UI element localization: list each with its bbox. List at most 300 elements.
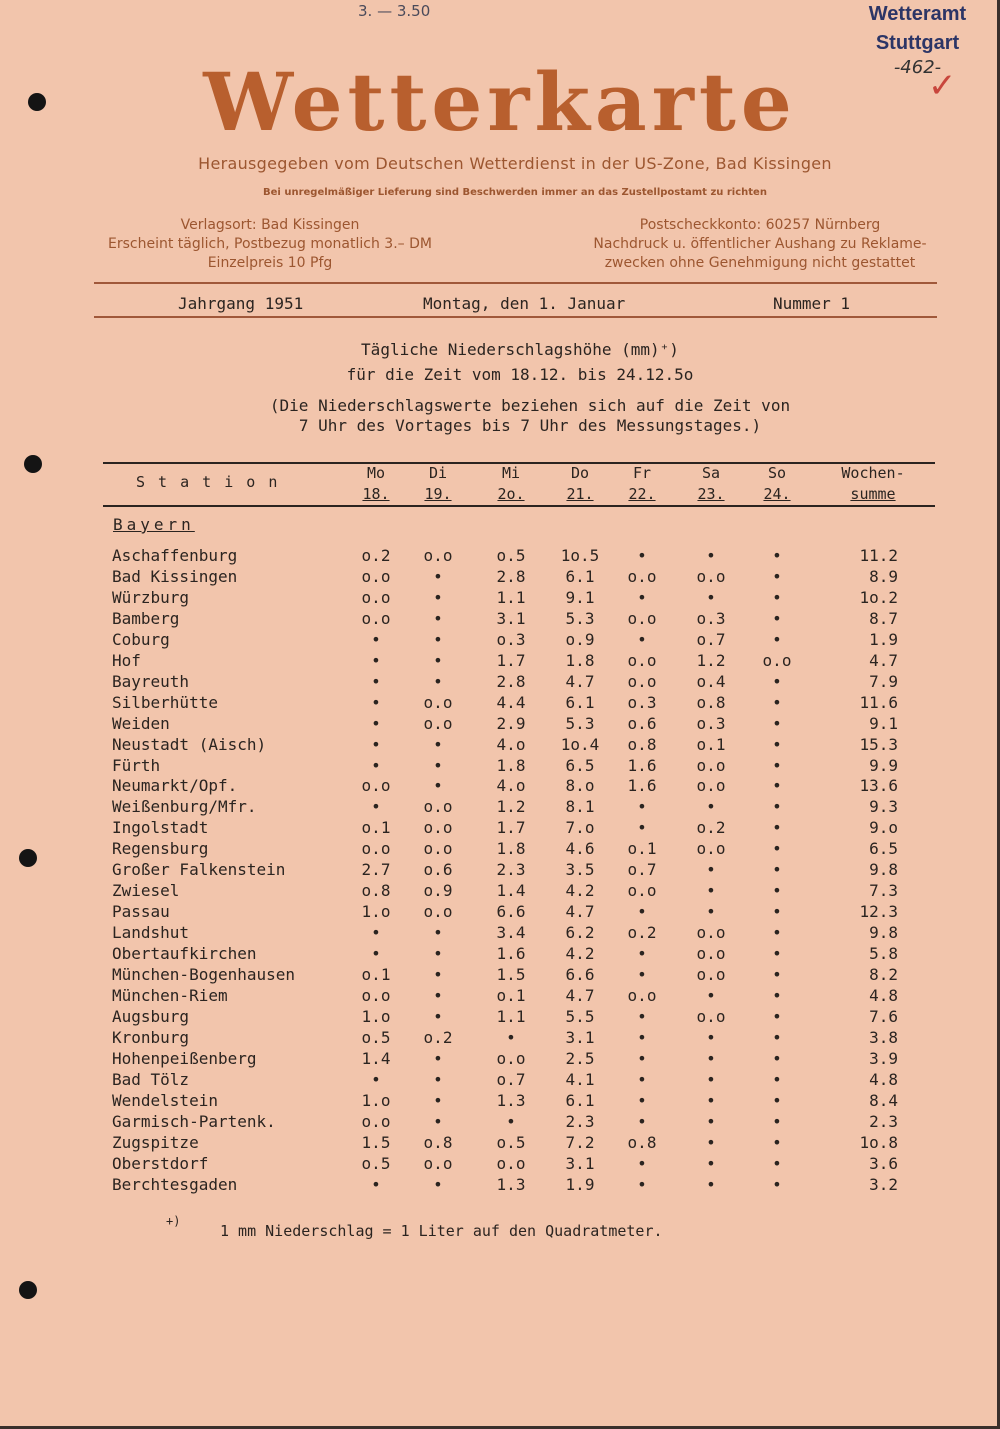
daily-value-cell: o.8 <box>627 1132 657 1152</box>
daily-value-cell: 3.1 <box>565 1153 595 1173</box>
daily-value-cell: 3.1 <box>565 1027 595 1047</box>
daily-value-cell: • <box>772 923 782 943</box>
daily-value-cell: • <box>706 881 716 901</box>
table-row <box>0 818 1000 839</box>
weekly-sum-cell: 8.4 <box>869 1090 898 1110</box>
table-row <box>0 714 1000 735</box>
date-label: 22. <box>628 485 656 503</box>
station-name: Fürth <box>112 755 161 775</box>
weekly-sum-cell: 9.1 <box>869 713 898 733</box>
daily-value-cell: o.o <box>361 587 391 607</box>
daily-value-cell: • <box>433 1069 443 1089</box>
daily-value-cell: o.o <box>423 902 453 922</box>
station-name: Berchtesgaden <box>112 1174 238 1194</box>
daily-value-cell: o.5 <box>361 1153 391 1173</box>
daily-value-cell: 9.1 <box>565 587 595 607</box>
daily-value-cell: 1o.4 <box>560 734 600 754</box>
daily-value-cell: • <box>433 965 443 984</box>
daily-value-cell: • <box>637 629 647 649</box>
daily-value-cell: 1.9 <box>565 1174 595 1194</box>
footnote-mark: +) <box>166 1214 181 1228</box>
date-label: 24. <box>763 485 791 503</box>
daily-value-cell: o.2 <box>361 546 391 565</box>
daily-value-cell: • <box>772 566 782 586</box>
region-label: Bayern <box>113 515 195 534</box>
daily-value-cell: • <box>772 1048 782 1068</box>
table-row <box>0 860 1000 881</box>
daily-value-cell: • <box>433 608 443 628</box>
daily-value-cell: • <box>706 797 716 817</box>
table-row <box>0 986 1000 1007</box>
daily-value-cell: o.2 <box>627 923 657 943</box>
daily-value-cell: • <box>433 1111 443 1131</box>
daily-value-cell: o.o <box>627 985 657 1005</box>
station-name: Neumarkt/Opf. <box>112 776 238 796</box>
table-row <box>0 1007 1000 1028</box>
daily-value-cell: o.o <box>762 650 792 670</box>
table-row <box>0 1154 1000 1175</box>
daily-value-cell: o.o <box>696 1006 726 1026</box>
table-rule <box>103 505 935 507</box>
daily-value-cell: • <box>637 944 647 964</box>
date-label: 19. <box>424 485 452 503</box>
station-name: Würzburg <box>112 587 190 607</box>
daily-value-cell: • <box>772 860 782 880</box>
daily-value-cell: • <box>772 713 782 733</box>
daily-value-cell: o.8 <box>627 734 657 754</box>
day-column-header <box>483 463 539 505</box>
daily-value-cell: • <box>433 671 443 691</box>
table-row <box>0 923 1000 944</box>
pencil-note: 3. — 3.50 <box>358 2 431 20</box>
daily-value-cell: 7.2 <box>565 1132 595 1152</box>
stamp-number: -462- <box>893 57 942 78</box>
daily-value-cell: 1.7 <box>496 818 526 838</box>
day-column-header <box>614 463 670 505</box>
day-column-header <box>348 463 404 505</box>
day-label: Mi <box>501 464 521 482</box>
daily-value-cell: • <box>772 1090 782 1110</box>
daily-value-cell: 4.o <box>496 776 526 796</box>
station-name: Landshut <box>112 923 190 943</box>
daily-value-cell: 8.o <box>565 776 595 796</box>
station-name: Großer Falkenstein <box>112 860 286 880</box>
daily-value-cell: 1.o <box>361 1090 391 1110</box>
daily-value-cell: 6.6 <box>565 965 595 984</box>
station-name: Weiden <box>112 713 170 733</box>
table-row <box>0 693 1000 714</box>
daily-value-cell: • <box>637 587 647 607</box>
masthead-title: Wetterkarte <box>203 55 797 149</box>
daily-value-cell: • <box>637 1048 647 1068</box>
daily-value-cell: 2.8 <box>496 566 526 586</box>
daily-value-cell: 1.6 <box>496 944 526 964</box>
daily-value-cell: • <box>433 1006 443 1026</box>
station-name: Zwiesel <box>112 881 180 901</box>
daily-value-cell: • <box>772 734 782 754</box>
weekly-sum-cell: 4.8 <box>869 985 898 1005</box>
daily-value-cell: • <box>433 734 443 754</box>
weekly-sum-cell: 8.9 <box>869 566 898 586</box>
daily-value-cell: • <box>433 629 443 649</box>
station-name: Oberstdorf <box>112 1153 209 1173</box>
daily-value-cell: • <box>371 1174 381 1194</box>
daily-value-cell: • <box>706 546 716 565</box>
sum-header-line: Wochen- <box>841 464 905 482</box>
daily-value-cell: o.o <box>696 944 726 964</box>
publication-info <box>100 216 440 273</box>
daily-value-cell: 6.1 <box>565 566 595 586</box>
table-row <box>0 630 1000 651</box>
daily-value-cell: • <box>706 1069 716 1089</box>
daily-value-cell: • <box>371 713 381 733</box>
daily-value-cell: • <box>772 944 782 964</box>
info-line: Postscheckkonto: 60257 Nürnberg <box>639 217 881 233</box>
daily-value-cell: o.8 <box>361 881 391 901</box>
table-row <box>0 776 1000 797</box>
station-name: Weißenburg/Mfr. <box>112 797 257 817</box>
sum-column-header <box>828 463 918 505</box>
table-row <box>0 944 1000 965</box>
weekly-sum-cell: 11.6 <box>859 692 898 712</box>
weekly-sum-cell: 3.9 <box>869 1048 898 1068</box>
info-line: Erscheint täglich, Postbezug monatlich 3.– DM <box>108 236 432 252</box>
daily-value-cell: • <box>637 546 647 565</box>
daily-value-cell: • <box>706 985 716 1005</box>
daily-value-cell: o.1 <box>361 818 391 838</box>
daily-value-cell: • <box>706 1111 716 1131</box>
daily-value-cell: o.4 <box>696 671 726 691</box>
station-name: Silberhütte <box>112 692 218 712</box>
daily-value-cell: • <box>772 608 782 628</box>
weekly-sum-cell: 5.8 <box>869 944 898 964</box>
table-row <box>0 546 1000 567</box>
daily-value-cell: 4.1 <box>565 1069 595 1089</box>
issue-year: Jahrgang 1951 <box>178 294 304 313</box>
daily-value-cell: 5.3 <box>565 608 595 628</box>
daily-value-cell: 1.8 <box>496 755 526 775</box>
daily-value-cell: o.o <box>361 776 391 796</box>
daily-value-cell: 1.5 <box>496 965 526 984</box>
daily-value-cell: 4.7 <box>565 671 595 691</box>
station-column-header: S t a t i o n <box>136 473 280 491</box>
daily-value-cell: 4.2 <box>565 881 595 901</box>
day-column-header <box>749 463 805 505</box>
binder-hole-icon <box>24 455 42 473</box>
daily-value-cell: o.8 <box>423 1132 453 1152</box>
daily-value-cell: • <box>371 923 381 943</box>
station-name: Regensburg <box>112 839 209 859</box>
table-row <box>0 839 1000 860</box>
daily-value-cell: • <box>637 797 647 817</box>
daily-value-cell: • <box>371 650 381 670</box>
day-label: Mo <box>366 464 386 482</box>
daily-value-cell: • <box>706 1132 716 1152</box>
daily-value-cell: o.o <box>696 755 726 775</box>
daily-value-cell: o.2 <box>423 1027 453 1047</box>
daily-value-cell: • <box>433 650 443 670</box>
daily-value-cell: • <box>433 944 443 964</box>
table-row <box>0 881 1000 902</box>
issue-number: Nummer 1 <box>773 294 851 313</box>
daily-value-cell: • <box>371 944 381 964</box>
daily-value-cell: • <box>706 1048 716 1068</box>
daily-value-cell: o.7 <box>696 629 726 649</box>
daily-value-cell: • <box>772 1111 782 1131</box>
daily-value-cell: 1.6 <box>627 776 657 796</box>
station-name: München-Bogenhausen <box>112 965 296 984</box>
daily-value-cell: o.9 <box>423 881 453 901</box>
daily-value-cell: • <box>433 566 443 586</box>
daily-value-cell: o.8 <box>696 692 726 712</box>
date-label: 21. <box>566 485 594 503</box>
table-row <box>0 1133 1000 1154</box>
weekly-sum-cell: 1o.8 <box>859 1132 898 1152</box>
daily-value-cell: 4.2 <box>565 944 595 964</box>
daily-value-cell: 1.1 <box>496 587 526 607</box>
daily-value-cell: 3.5 <box>565 860 595 880</box>
daily-value-cell: 1.5 <box>361 1132 391 1152</box>
daily-value-cell: • <box>706 1027 716 1047</box>
daily-value-cell: o.o <box>696 923 726 943</box>
daily-value-cell: • <box>371 629 381 649</box>
daily-value-cell: 2.9 <box>496 713 526 733</box>
daily-value-cell: 8.1 <box>565 797 595 817</box>
daily-value-cell: o.o <box>423 713 453 733</box>
daily-value-cell: • <box>772 1027 782 1047</box>
info-line: Nachdruck u. öffentlicher Aushang zu Reklame- <box>593 236 927 252</box>
station-name: Passau <box>112 902 170 922</box>
daily-value-cell: o.o <box>627 650 657 670</box>
weekly-sum-cell: 9.8 <box>869 860 898 880</box>
daily-value-cell: • <box>433 1048 443 1068</box>
daily-value-cell: o.2 <box>696 818 726 838</box>
info-line: Einzelpreis 10 Pfg <box>207 255 333 271</box>
daily-value-cell: 1.o <box>361 1006 391 1026</box>
station-name: Bayreuth <box>112 671 190 691</box>
weekly-sum-cell: 2.3 <box>869 1111 898 1131</box>
daily-value-cell: o.o <box>423 818 453 838</box>
weekly-sum-cell: 3.8 <box>869 1027 898 1047</box>
station-name: Aschaffenburg <box>112 546 238 565</box>
daily-value-cell: o.9 <box>565 629 595 649</box>
issue-date: Montag, den 1. Januar <box>423 294 626 313</box>
sum-header-line: summe <box>850 485 896 503</box>
daily-value-cell: o.o <box>496 1048 526 1068</box>
daily-value-cell: o.o <box>361 608 391 628</box>
weekly-sum-cell: 7.9 <box>869 671 898 691</box>
table-row <box>0 1175 1000 1196</box>
weekly-sum-cell: 11.2 <box>859 546 898 565</box>
rights-info <box>585 216 935 273</box>
weekly-sum-cell: 9.3 <box>869 797 898 817</box>
day-label: So <box>767 464 787 482</box>
daily-value-cell: • <box>772 1006 782 1026</box>
weekly-sum-cell: 7.3 <box>869 881 898 901</box>
daily-value-cell: • <box>433 1090 443 1110</box>
daily-value-cell: • <box>772 671 782 691</box>
daily-value-cell: o.5 <box>496 546 526 565</box>
daily-value-cell: • <box>371 1069 381 1089</box>
table-row <box>0 902 1000 923</box>
daily-value-cell: • <box>506 1027 516 1047</box>
daily-value-cell: • <box>371 734 381 754</box>
table-row <box>0 672 1000 693</box>
daily-value-cell: o.7 <box>496 1069 526 1089</box>
weekly-sum-cell: 1.9 <box>869 629 898 649</box>
stamp-line-2: Stuttgart <box>875 32 960 54</box>
daily-value-cell: • <box>772 902 782 922</box>
daily-value-cell: 1.4 <box>361 1048 391 1068</box>
daily-value-cell: • <box>637 818 647 838</box>
weekly-sum-cell: 4.8 <box>869 1069 898 1089</box>
table-row <box>0 1028 1000 1049</box>
binder-hole-icon <box>19 1281 37 1299</box>
station-name: Zugspitze <box>112 1132 199 1152</box>
station-name: Bad Tölz <box>112 1069 190 1089</box>
table-row <box>0 1091 1000 1112</box>
table-period: für die Zeit vom 18.12. bis 24.12.5o <box>346 365 694 384</box>
daily-value-cell: • <box>506 1111 516 1131</box>
daily-value-cell: o.1 <box>496 985 526 1005</box>
station-name: Wendelstein <box>112 1090 218 1110</box>
date-label: 18. <box>362 485 390 503</box>
daily-value-cell: o.o <box>423 1153 453 1173</box>
table-note: (Die Niederschlagswerte beziehen sich auf die Zeit von <box>269 396 791 415</box>
weekly-sum-cell: 8.7 <box>869 608 898 628</box>
daily-value-cell: o.3 <box>696 713 726 733</box>
daily-value-cell: • <box>772 881 782 901</box>
station-name: München-Riem <box>112 985 228 1005</box>
station-name: Bamberg <box>112 608 180 628</box>
table-note: 7 Uhr des Vortages bis 7 Uhr des Messungstages.) <box>298 416 762 435</box>
day-label: Fr <box>632 464 652 482</box>
daily-value-cell: • <box>772 1174 782 1194</box>
daily-value-cell: 3.1 <box>496 608 526 628</box>
daily-value-cell: • <box>706 587 716 607</box>
daily-value-cell: • <box>637 1006 647 1026</box>
table-row <box>0 756 1000 777</box>
daily-value-cell: o.5 <box>496 1132 526 1152</box>
daily-value-cell: • <box>637 1153 647 1173</box>
table-row <box>0 567 1000 588</box>
daily-value-cell: o.1 <box>627 839 657 859</box>
daily-value-cell: o.o <box>696 776 726 796</box>
daily-value-cell: o.3 <box>696 608 726 628</box>
daily-value-cell: • <box>772 839 782 859</box>
daily-value-cell: 5.5 <box>565 1006 595 1026</box>
table-row <box>0 1049 1000 1070</box>
daily-value-cell: • <box>772 985 782 1005</box>
daily-value-cell: o.o <box>627 566 657 586</box>
table-row <box>0 1070 1000 1091</box>
daily-value-cell: o.o <box>696 965 726 984</box>
weekly-sum-cell: 3.2 <box>869 1174 898 1194</box>
daily-value-cell: • <box>371 692 381 712</box>
station-name: Augsburg <box>112 1006 190 1026</box>
publisher-line: Herausgegeben vom Deutschen Wetterdienst in der US-Zone, Bad Kissingen <box>198 154 832 173</box>
station-name: Neustadt (Aisch) <box>112 734 267 754</box>
weekly-sum-cell: 9.o <box>869 818 898 838</box>
daily-value-cell: • <box>706 1174 716 1194</box>
daily-value-cell: • <box>433 755 443 775</box>
weekly-sum-cell: 15.3 <box>859 734 898 754</box>
day-column-header <box>683 463 739 505</box>
daily-value-cell: • <box>772 755 782 775</box>
daily-value-cell: • <box>772 546 782 565</box>
day-label: Di <box>428 464 448 482</box>
daily-value-cell: 1.2 <box>496 797 526 817</box>
daily-value-cell: • <box>772 965 782 984</box>
day-label: Sa <box>701 464 721 482</box>
station-name: Obertaufkirchen <box>112 944 257 964</box>
station-name: Ingolstadt <box>112 818 209 838</box>
daily-value-cell: • <box>433 985 443 1005</box>
station-name: Bad Kissingen <box>112 566 238 586</box>
table-title: Tägliche Niederschlagshöhe (mm)⁺) <box>361 340 679 359</box>
daily-value-cell: o.7 <box>627 860 657 880</box>
daily-value-cell: • <box>637 1111 647 1131</box>
daily-value-cell: o.o <box>627 608 657 628</box>
daily-value-cell: 1.4 <box>496 881 526 901</box>
daily-value-cell: 6.1 <box>565 1090 595 1110</box>
daily-value-cell: • <box>772 1153 782 1173</box>
weekly-sum-cell: 3.6 <box>869 1153 898 1173</box>
daily-value-cell: 3.4 <box>496 923 526 943</box>
daily-value-cell: 6.5 <box>565 755 595 775</box>
daily-value-cell: 2.5 <box>565 1048 595 1068</box>
daily-value-cell: 4.7 <box>565 985 595 1005</box>
daily-value-cell: 6.6 <box>496 902 526 922</box>
table-row <box>0 965 1000 986</box>
weekly-sum-cell: 8.2 <box>869 965 898 984</box>
footnote-text: 1 mm Niederschlag = 1 Liter auf den Quadratmeter. <box>220 1222 663 1240</box>
daily-value-cell: 4.7 <box>565 902 595 922</box>
info-line: Verlagsort: Bad Kissingen <box>180 217 360 233</box>
daily-value-cell: 1.7 <box>496 650 526 670</box>
table-row <box>0 797 1000 818</box>
daily-value-cell: o.o <box>361 566 391 586</box>
daily-value-cell: 4.4 <box>496 692 526 712</box>
daily-value-cell: • <box>637 1069 647 1089</box>
daily-value-cell: • <box>772 1069 782 1089</box>
daily-value-cell: o.o <box>496 1153 526 1173</box>
daily-value-cell: • <box>637 1090 647 1110</box>
daily-value-cell: o.o <box>423 839 453 859</box>
day-column-header <box>410 463 466 505</box>
table-row <box>0 735 1000 756</box>
daily-value-cell: o.1 <box>696 734 726 754</box>
weekly-sum-cell: 9.8 <box>869 923 898 943</box>
daily-value-cell: • <box>371 755 381 775</box>
date-label: 23. <box>697 485 725 503</box>
table-row <box>0 651 1000 672</box>
daily-value-cell: 1.o <box>361 902 391 922</box>
daily-value-cell: o.1 <box>361 965 391 984</box>
weekly-sum-cell: 12.3 <box>859 902 898 922</box>
daily-value-cell: o.o <box>696 839 726 859</box>
station-name: Coburg <box>112 629 170 649</box>
date-label: 2o. <box>497 485 525 503</box>
daily-value-cell: o.o <box>361 839 391 859</box>
daily-value-cell: • <box>433 1174 443 1194</box>
daily-value-cell: o.o <box>361 985 391 1005</box>
station-name: Hohenpeißenberg <box>112 1048 257 1068</box>
daily-value-cell: 1o.5 <box>560 546 600 565</box>
daily-value-cell: o.3 <box>627 692 657 712</box>
daily-value-cell: • <box>433 923 443 943</box>
daily-value-cell: 1.6 <box>627 755 657 775</box>
